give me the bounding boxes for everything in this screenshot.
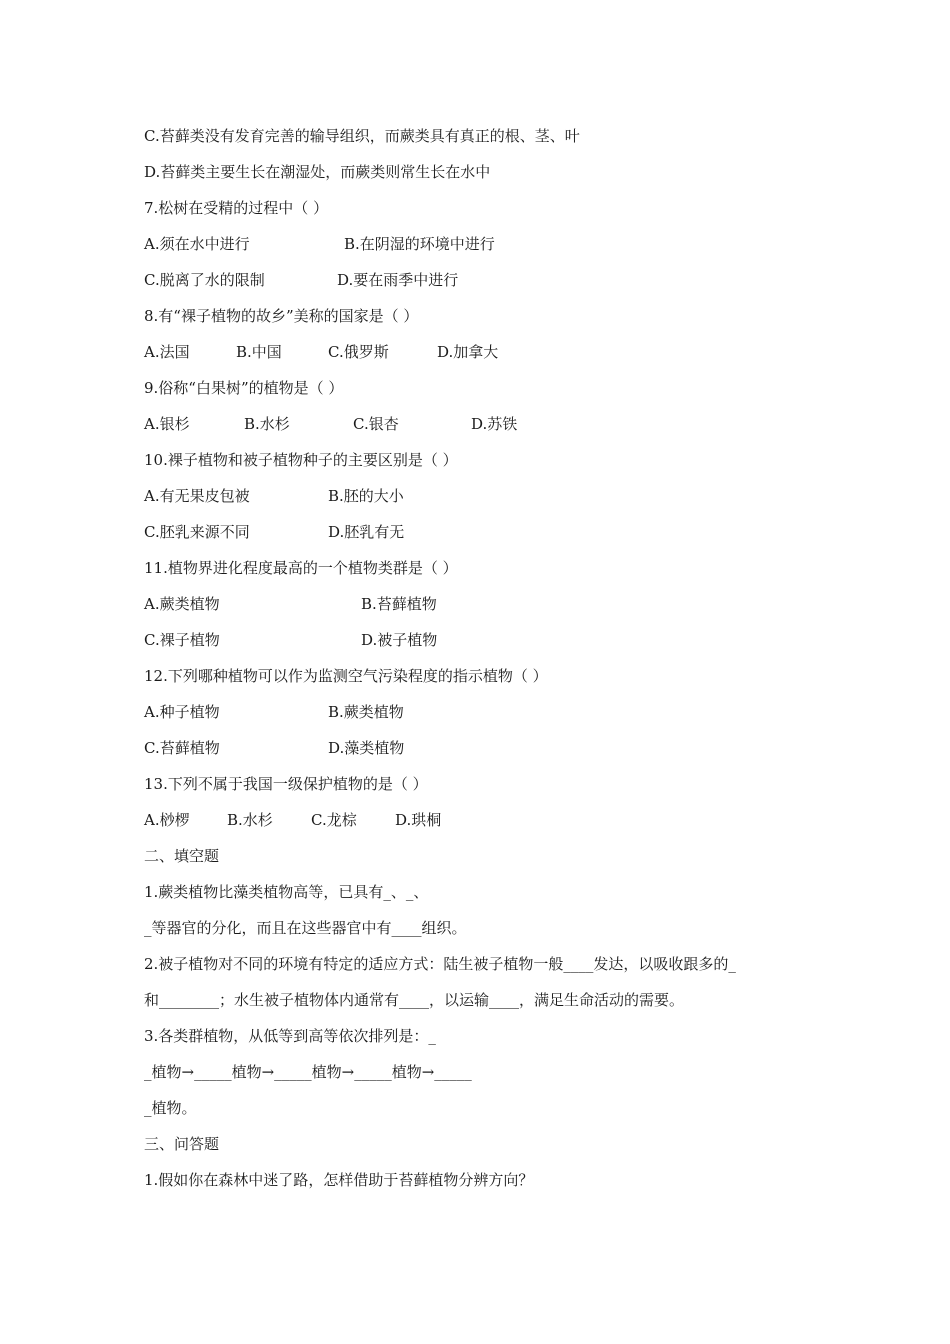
q9-option-d: D.苏铁	[471, 415, 518, 433]
q11-option-b: B.苔藓植物	[361, 595, 437, 613]
question-13: 13.下列不属于我国一级保护植物的是（ ）	[144, 775, 428, 793]
q11-option-c: C.裸子植物	[144, 631, 220, 649]
q11-option-a: A.蕨类植物	[144, 595, 220, 613]
fill-question-3-line-3: _植物。	[144, 1099, 197, 1117]
question-8: 8.有“裸子植物的故乡”美称的国家是（ ）	[144, 307, 419, 325]
q7-option-a: A.须在水中进行	[144, 235, 250, 253]
q8-option-d: D.加拿大	[437, 343, 499, 361]
q8-option-b: B.中国	[236, 343, 282, 361]
q12-option-a: A.种子植物	[144, 703, 220, 721]
q11-option-d: D.被子植物	[361, 631, 438, 649]
q10-option-d: D.胚乳有无	[328, 523, 405, 541]
q12-option-c: C.苔藓植物	[144, 739, 220, 757]
fill-question-1-line-1: 1.蕨类植物比藻类植物高等，已具有_、_、	[144, 883, 429, 901]
fill-question-3-line-1: 3.各类群植物，从低等到高等依次排列是：_	[144, 1027, 436, 1045]
q13-option-b: B.水杉	[227, 811, 273, 829]
q7-option-b: B.在阴湿的环境中进行	[344, 235, 495, 253]
q9-option-a: A.银杉	[144, 415, 190, 433]
fill-question-2-line-2: 和________；水生被子植物体内通常有____，以运输____，满足生命活动的需要。	[144, 991, 685, 1009]
qa-question-1: 1.假如你在森林中迷了路，怎样借助于苔藓植物分辨方向？	[144, 1171, 534, 1189]
section-heading-qa: 三、问答题	[144, 1135, 220, 1153]
q10-option-c: C.胚乳来源不同	[144, 523, 250, 541]
question-7: 7.松树在受精的过程中（ ）	[144, 199, 329, 217]
question-10: 10.裸子植物和被子植物种子的主要区别是（ ）	[144, 451, 458, 469]
q6-option-c: C.苔藓类没有发育完善的输导组织，而蕨类具有真正的根、茎、叶	[144, 127, 580, 145]
q7-option-d: D.要在雨季中进行	[337, 271, 459, 289]
q13-option-d: D.珙桐	[395, 811, 442, 829]
q10-option-a: A.有无果皮包被	[144, 487, 250, 505]
q12-option-d: D.藻类植物	[328, 739, 405, 757]
q12-option-b: B.蕨类植物	[328, 703, 404, 721]
q9-option-c: C.银杏	[353, 415, 399, 433]
q9-option-b: B.水杉	[244, 415, 290, 433]
q10-option-b: B.胚的大小	[328, 487, 404, 505]
fill-question-1-line-2: _等器官的分化，而且在这些器官中有____组织。	[144, 919, 467, 937]
q7-option-c: C.脱离了水的限制	[144, 271, 265, 289]
q6-option-d: D.苔藓类主要生长在潮湿处，而蕨类则常生长在水中	[144, 163, 491, 181]
q13-option-a: A.桫椤	[144, 811, 190, 829]
q8-option-c: C.俄罗斯	[328, 343, 389, 361]
question-12: 12.下列哪种植物可以作为监测空气污染程度的指示植物（ ）	[144, 667, 548, 685]
fill-question-2-line-1: 2.被子植物对不同的环境有特定的适应方式：陆生被子植物一般____发达，以吸收跟多的_	[144, 955, 736, 973]
question-11: 11.植物界进化程度最高的一个植物类群是（ ）	[144, 559, 458, 577]
q8-option-a: A.法国	[144, 343, 190, 361]
section-heading-fill-in: 二、填空题	[144, 847, 220, 865]
fill-question-3-line-2: _植物→_____植物→_____植物→_____植物→_____	[144, 1063, 472, 1081]
question-9: 9.俗称“白果树”的植物是（ ）	[144, 379, 344, 397]
q13-option-c: C.龙棕	[311, 811, 357, 829]
